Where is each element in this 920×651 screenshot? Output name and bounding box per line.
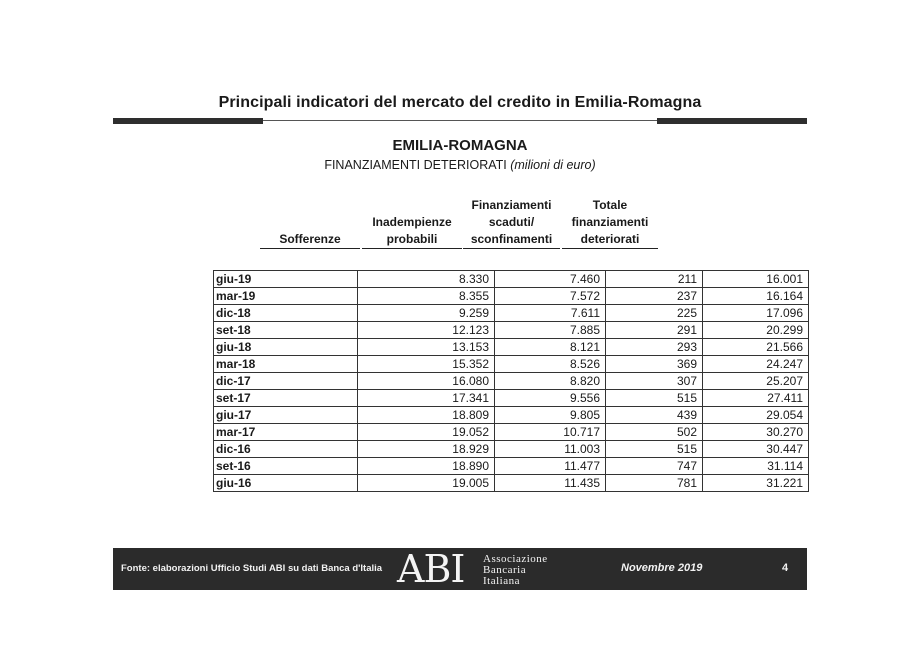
- table-cell-period: set-16: [214, 458, 358, 475]
- table-cell-sofferenze: 12.123: [358, 322, 495, 339]
- table-cell-period: dic-17: [214, 373, 358, 390]
- table-cell-sofferenze: 13.153: [358, 339, 495, 356]
- table-row: [214, 339, 809, 356]
- table-cell-totale: 30.270: [703, 424, 809, 441]
- table-cell-sofferenze: 8.355: [358, 288, 495, 305]
- abi-logo-word: Associazione: [483, 553, 548, 565]
- table-row: [214, 407, 809, 424]
- table-cell-sofferenze: 18.929: [358, 441, 495, 458]
- table-cell-period: dic-16: [214, 441, 358, 458]
- table-cell-inadempienze: 8.121: [495, 339, 606, 356]
- column-header-totale: [562, 195, 658, 248]
- title-rule-center: [263, 120, 657, 121]
- region-title: EMILIA-ROMAGNA: [392, 137, 528, 154]
- table-cell-totale: 27.411: [703, 390, 809, 407]
- table-cell-inadempienze: 7.885: [495, 322, 606, 339]
- table-row: [214, 305, 809, 322]
- table-row: [214, 475, 809, 492]
- table-cell-totale: 16.001: [703, 271, 809, 288]
- table-cell-sofferenze: 8.330: [358, 271, 495, 288]
- table-cell-period: dic-18: [214, 305, 358, 322]
- title-rule-right: [657, 118, 807, 124]
- table-cell-sofferenze: 19.005: [358, 475, 495, 492]
- table-row: [214, 271, 809, 288]
- column-header-line: finanziamenti: [571, 215, 649, 229]
- table-row: [214, 373, 809, 390]
- table-cell-sofferenze: 18.809: [358, 407, 495, 424]
- page-number: 4: [782, 562, 789, 574]
- table-row: [214, 458, 809, 475]
- column-header-underline: [362, 248, 462, 249]
- table-cell-totale: 31.114: [703, 458, 809, 475]
- table-cell-inadempienze: 8.820: [495, 373, 606, 390]
- table-cell-inadempienze: 10.717: [495, 424, 606, 441]
- table-row: [214, 356, 809, 373]
- subtitle-unit: (milioni di euro): [510, 158, 596, 172]
- table-cell-period: set-18: [214, 322, 358, 339]
- table-cell-totale: 25.207: [703, 373, 809, 390]
- table-cell-inadempienze: 11.003: [495, 441, 606, 458]
- abi-logo-word: Italiana: [483, 575, 520, 587]
- column-header-line: Finanziamenti: [471, 198, 552, 212]
- footer-date: Novembre 2019: [621, 562, 703, 574]
- table-cell-sofferenze: 18.890: [358, 458, 495, 475]
- table-cell-scaduti: 291: [606, 322, 703, 339]
- page-title: Principali indicatori del mercato del credito in Emilia-Romagna: [218, 94, 702, 111]
- table-cell-totale: 24.247: [703, 356, 809, 373]
- table-subtitle: [0, 158, 920, 172]
- table-cell-scaduti: 747: [606, 458, 703, 475]
- table-row: [214, 441, 809, 458]
- table-cell-sofferenze: 16.080: [358, 373, 495, 390]
- column-header-line: sconfinamenti: [470, 232, 553, 246]
- table-cell-period: giu-19: [214, 271, 358, 288]
- column-header-line: Inadempienze: [372, 215, 452, 229]
- column-header-underline: [562, 248, 658, 249]
- table-cell-period: mar-19: [214, 288, 358, 305]
- data-table: [213, 270, 809, 492]
- table-cell-scaduti: 369: [606, 356, 703, 373]
- table-cell-scaduti: 225: [606, 305, 703, 322]
- table-cell-period: mar-18: [214, 356, 358, 373]
- table-cell-scaduti: 515: [606, 390, 703, 407]
- table-cell-scaduti: 237: [606, 288, 703, 305]
- table-cell-inadempienze: 8.526: [495, 356, 606, 373]
- table-cell-period: set-17: [214, 390, 358, 407]
- table-cell-inadempienze: 7.611: [495, 305, 606, 322]
- table-cell-totale: 30.447: [703, 441, 809, 458]
- footer-source: Fonte: elaborazioni Ufficio Studi ABI su dati Banca d'Italia: [121, 563, 383, 574]
- table-cell-scaduti: 439: [606, 407, 703, 424]
- table-cell-inadempienze: 9.556: [495, 390, 606, 407]
- table-cell-scaduti: 307: [606, 373, 703, 390]
- table-cell-scaduti: 502: [606, 424, 703, 441]
- table-cell-inadempienze: 11.435: [495, 475, 606, 492]
- table-cell-scaduti: 515: [606, 441, 703, 458]
- table-cell-period: giu-18: [214, 339, 358, 356]
- abi-logo-mark: ABI: [397, 547, 465, 591]
- table-cell-totale: 20.299: [703, 322, 809, 339]
- abi-logo-word: Bancaria: [483, 564, 527, 576]
- table-cell-sofferenze: 19.052: [358, 424, 495, 441]
- subtitle-main: FINANZIAMENTI DETERIORATI: [324, 158, 511, 172]
- table-cell-period: giu-16: [214, 475, 358, 492]
- column-header-line: deteriorati: [580, 232, 640, 246]
- column-header-line: Totale: [592, 198, 628, 212]
- table-row: [214, 288, 809, 305]
- table-cell-sofferenze: 9.259: [358, 305, 495, 322]
- column-header-sofferenze: [260, 195, 360, 248]
- table-cell-inadempienze: 9.805: [495, 407, 606, 424]
- table-cell-inadempienze: 7.460: [495, 271, 606, 288]
- table-cell-scaduti: 781: [606, 475, 703, 492]
- table-cell-scaduti: 211: [606, 271, 703, 288]
- table-row: [214, 322, 809, 339]
- title-rule-left: [113, 118, 263, 124]
- table-cell-inadempienze: 11.477: [495, 458, 606, 475]
- table-cell-sofferenze: 15.352: [358, 356, 495, 373]
- column-header-underline: [260, 248, 360, 249]
- footer-bar: [113, 548, 807, 590]
- table-cell-totale: 17.096: [703, 305, 809, 322]
- table-row: [214, 424, 809, 441]
- abi-logo: [397, 549, 577, 589]
- table-row: [214, 390, 809, 407]
- column-header-line: scaduti/: [488, 215, 535, 229]
- column-header-inadempienze: [362, 195, 462, 248]
- table-cell-totale: 31.221: [703, 475, 809, 492]
- table-cell-period: mar-17: [214, 424, 358, 441]
- table-cell-inadempienze: 7.572: [495, 288, 606, 305]
- table-cell-period: giu-17: [214, 407, 358, 424]
- table-cell-totale: 21.566: [703, 339, 809, 356]
- table-cell-totale: 16.164: [703, 288, 809, 305]
- column-header-scaduti: [463, 195, 560, 248]
- table-cell-totale: 29.054: [703, 407, 809, 424]
- table-cell-sofferenze: 17.341: [358, 390, 495, 407]
- table-cell-scaduti: 293: [606, 339, 703, 356]
- column-header-line: Sofferenze: [279, 232, 341, 246]
- column-header-line: probabili: [386, 232, 438, 246]
- column-header-underline: [463, 248, 560, 249]
